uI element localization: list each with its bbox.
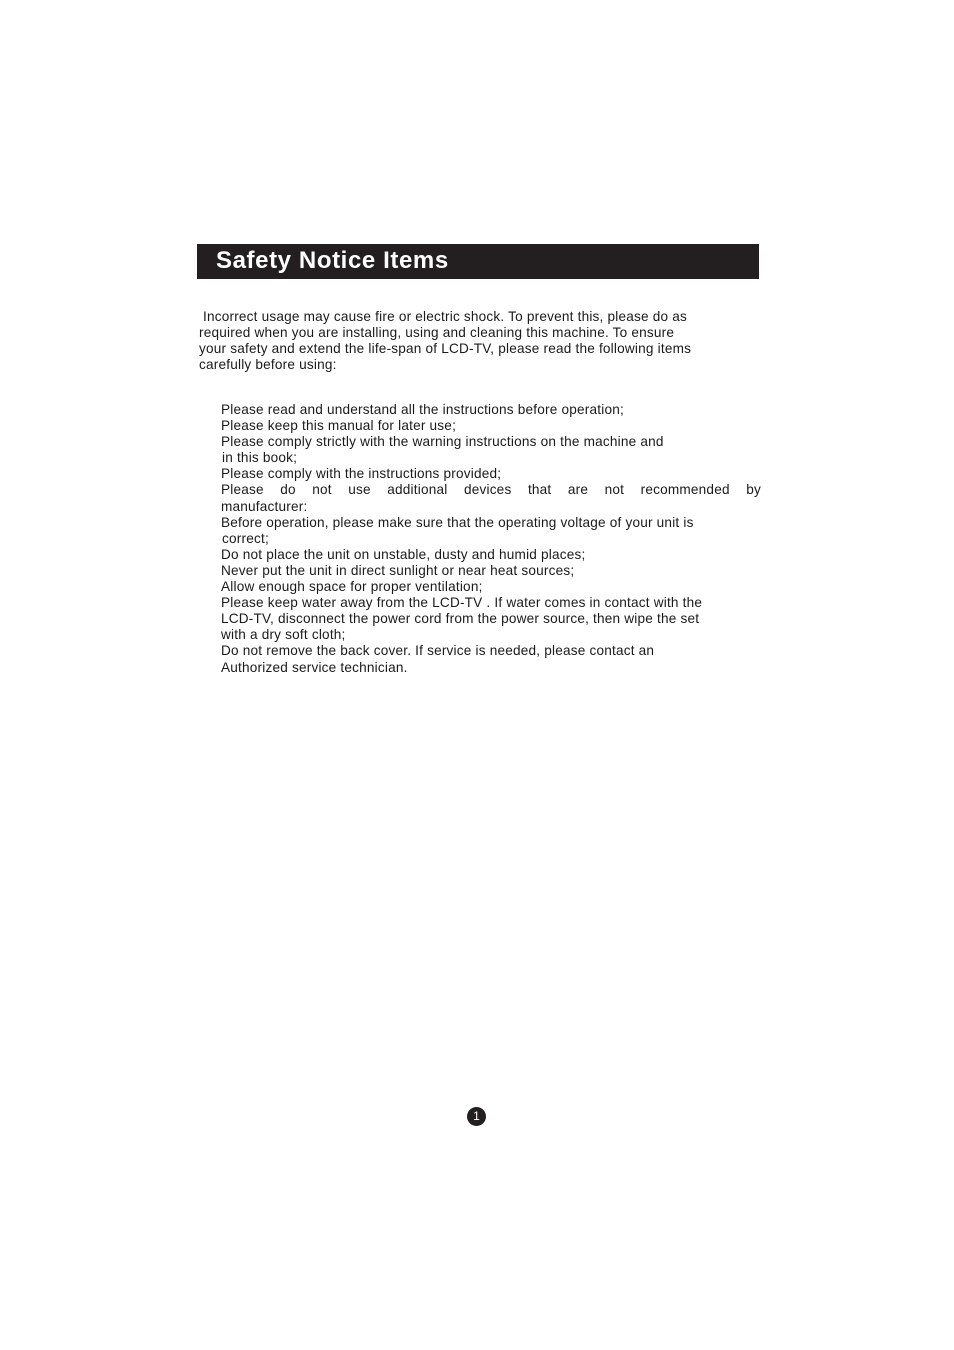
list-item-line: Do not place the unit on unstable, dusty and humid places; [221, 546, 586, 562]
list-item-line: manufacturer: [221, 498, 308, 514]
word: not [604, 482, 625, 498]
list-item [221, 595, 761, 643]
word: that [527, 482, 552, 498]
word: are [567, 482, 589, 498]
list-item [221, 466, 761, 482]
list-item [221, 434, 761, 466]
list-item-line: Please keep this manual for later use; [221, 418, 457, 434]
list-item [221, 402, 761, 418]
list-item-line: with a dry soft cloth; [221, 627, 346, 643]
list-item-line: Allow enough space for proper ventilation; [221, 579, 483, 595]
word: Please [221, 482, 264, 498]
list-item-line: Before operation, please make sure that the operating voltage of your unit is [221, 514, 694, 530]
list-item-line: Please keep water away from the LCD-TV . If water comes in contact with the [221, 595, 703, 611]
word: use [348, 482, 371, 498]
intro-line: required when you are installing, using and cleaning this machine. To ensure [199, 325, 675, 341]
page-title: Safety Notice Items [216, 247, 449, 274]
intro-line: your safety and extend the life-span of LCD-TV, please read the following items [199, 341, 692, 357]
word: additional [387, 482, 448, 498]
list-item [221, 563, 761, 579]
list-item-line-justified [221, 482, 761, 498]
word: not [312, 482, 332, 498]
list-item-line: Please read and understand all the instructions before operation; [221, 402, 624, 417]
list-item-line: Authorized service technician. [221, 659, 408, 675]
list-item-line: in this book; [222, 450, 298, 466]
list-item-line: LCD-TV, disconnect the power cord from the power source, then wipe the set [221, 611, 700, 627]
word: recommended [640, 482, 730, 498]
word: devices [463, 482, 512, 498]
list-item [221, 547, 761, 563]
list-item [221, 579, 761, 595]
safety-items-list [221, 402, 761, 676]
word: by [746, 482, 761, 498]
list-item [221, 418, 761, 434]
intro-paragraph [199, 309, 759, 373]
intro-line: Incorrect usage may cause fire or electric shock. To prevent this, please do as [199, 309, 687, 324]
list-item [221, 482, 761, 514]
list-item-line: Do not remove the back cover. If service is needed, please contact an [221, 643, 655, 659]
word: do [280, 482, 296, 498]
section-title-bar [197, 244, 759, 279]
intro-line: carefully before using: [199, 357, 337, 373]
list-item-line: Never put the unit in direct sunlight or near heat sources; [221, 562, 575, 578]
list-item-line: Please comply with the instructions provided; [221, 466, 502, 482]
page-number-badge: 1 [467, 1107, 486, 1126]
list-item [221, 643, 761, 675]
list-item [221, 515, 761, 547]
list-item-line: Please comply strictly with the warning instructions on the machine and [221, 434, 664, 450]
list-item-line: correct; [222, 530, 269, 546]
